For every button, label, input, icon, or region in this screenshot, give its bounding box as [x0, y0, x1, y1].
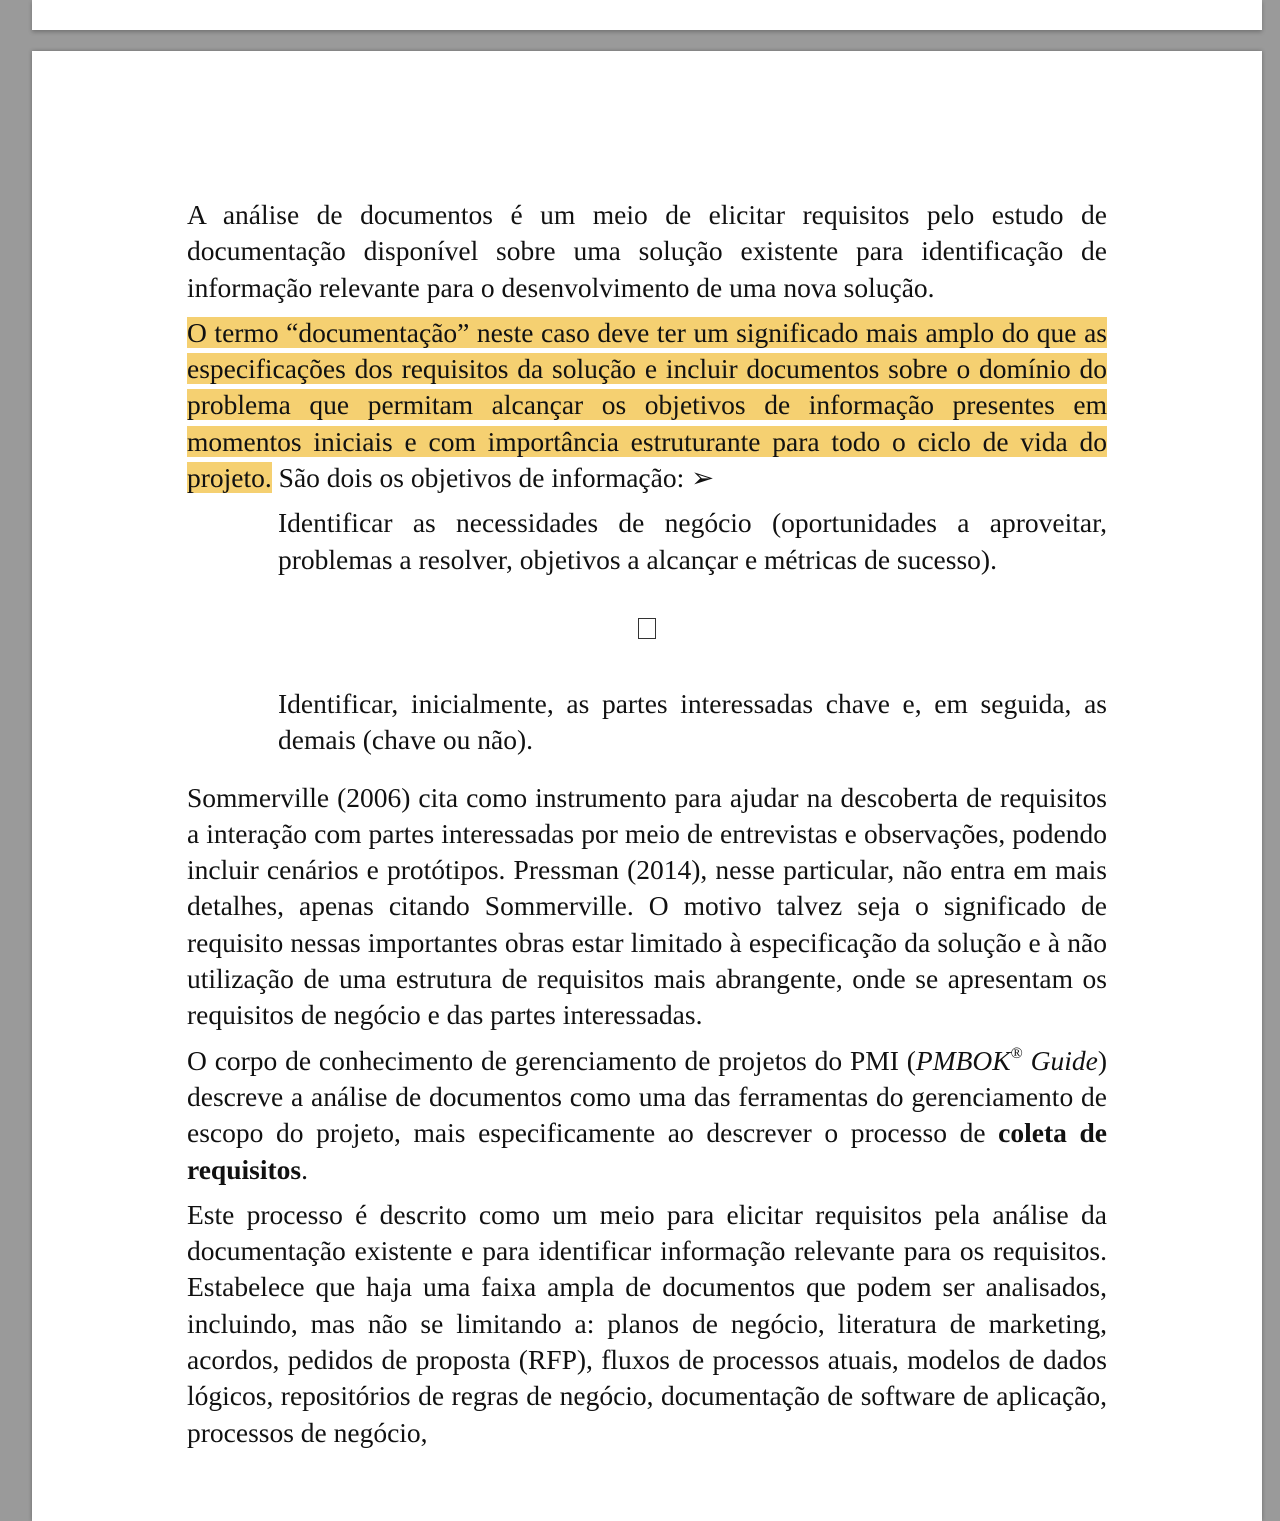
bullet-item-2: Identificar, inicialmente, as partes interessadas chave e, em seguida, as demais (chave ou não).: [278, 687, 1107, 756]
paragraph-3: Sommerville (2006) cita como instrumento para ajudar na descoberta de requisitos a interação com partes interessadas por meio de entrevistas e observações, podendo incluir cenários e protótipos. Pressman (2014), nesse particular, não entra em mais detalhes, apenas citando Sommerville. O motivo talvez seja o significado de requisito nessas importantes obras estar limitado à especificação da solução e à não utilização de uma estrutura de requisitos mais abrangente, onde se apresentam os requisitos de negócio e das partes interessadas.: [187, 781, 1107, 1031]
missing-glyph-box: [187, 618, 1107, 638]
highlighted-text[interactable]: O termo “documentação” neste caso deve ter um significado mais amplo do que as especificações dos requisitos da solução e incluir documentos sobre o domínio do problema que permitam alcançar os objetivos de informação presentes em momentos iniciais e com importância estruturante para todo o ciclo de vida do projeto.: [187, 316, 1107, 494]
paragraph-2: [187, 315, 1107, 496]
pmbok-title: PMBOK: [915, 1044, 1011, 1076]
paragraph-2-rest: São dois os objetivos de informação: ➢: [271, 462, 715, 494]
paragraph-5: Este processo é descrito como um meio para elicitar requisitos pela análise da documentação existente e para identificar informação relevante para os requisitos. Estabelece que haja uma faixa ampla de documentos que podem ser analisados, incluindo, mas não se limitando a: planos de negócio, literatura de marketing, acordos, pedidos de proposta (RFP), fluxos de processos atuais, modelos de dados lógicos, repositórios de regras de negócio, documentação de software de aplicação, processos de negócio,: [187, 1198, 1107, 1448]
guide-title: Guide: [1022, 1044, 1098, 1076]
paragraph-1: A análise de documentos é um meio de elicitar requisitos pelo estudo de documentação disponível sobre uma solução existente para identificação de informação relevante para o desenvolvimento de uma nova solução.: [187, 199, 1107, 303]
paragraph-4: [187, 1043, 1107, 1188]
registered-mark: ®: [1010, 1044, 1023, 1062]
bold-term: coleta de requisitos: [187, 1117, 1107, 1185]
previous-page: [32, 0, 1262, 30]
paragraph-4-part-c: .: [301, 1153, 308, 1185]
document-page: [32, 51, 1262, 1521]
paragraph-4-part-b: ) descreve a análise de documentos como uma das ferramentas do gerenciamento de escopo do projeto, mais especificamente ao descrever o processo de: [187, 1044, 1107, 1149]
paragraph-4-part-a: O corpo de conhecimento de gerenciamento de projetos do PMI (: [187, 1044, 916, 1076]
missing-glyph-icon: [638, 618, 656, 639]
page-content: [187, 197, 1107, 1460]
bullet-item-1: Identificar as necessidades de negócio (oportunidades a aproveitar, problemas a resolver, objetivos a alcançar e métricas de sucesso).: [278, 507, 1107, 575]
